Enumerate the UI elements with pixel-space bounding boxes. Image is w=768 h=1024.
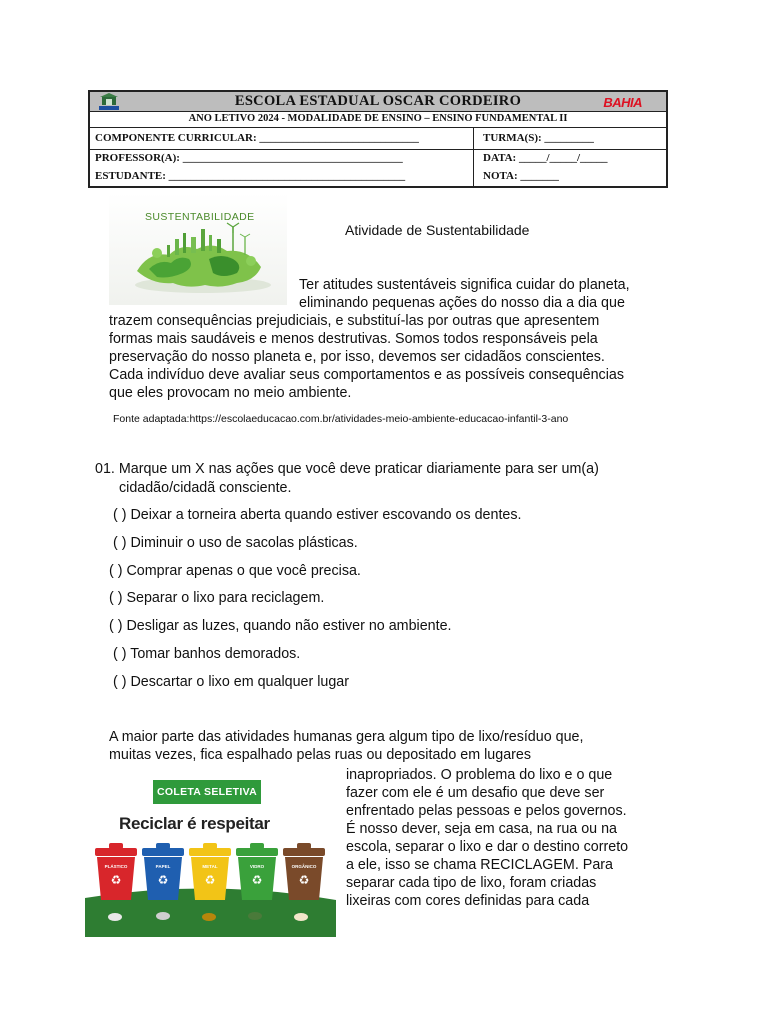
option-item[interactable]: ( ) Separar o lixo para reciclagem. (109, 590, 325, 606)
class-field[interactable]: TURMA(S): _________ (483, 132, 594, 144)
school-name: ESCOLA ESTADUAL OSCAR CORDEIRO (234, 93, 522, 109)
recycle-icon: ♻ (251, 873, 263, 887)
paragraph-line: que eles provocam no meio ambiente. (109, 385, 352, 401)
bin-lid (189, 848, 231, 856)
date-field[interactable]: DATA: _____/_____/_____ (483, 152, 608, 164)
bin-lid (95, 848, 137, 856)
grade-field[interactable]: NOTA: _______ (483, 170, 559, 182)
option-item[interactable]: ( ) Descartar o lixo em qualquer lugar (113, 674, 349, 690)
recycle-icon: ♻ (157, 873, 169, 887)
waste-item (202, 913, 216, 921)
paragraph-line: inapropriados. O problema do lixo e o que (346, 767, 613, 783)
recycling-bins-illustration (85, 770, 336, 937)
option-item[interactable]: ( ) Deixar a torneira aberta quando estiver escovando os dentes. (113, 507, 522, 523)
option-item[interactable]: ( ) Desligar as luzes, quando não estiver no ambiente. (109, 618, 452, 634)
recycling-bin (283, 843, 325, 900)
intro-paragraph-right (299, 276, 659, 312)
header-year-row (90, 112, 666, 128)
option-item[interactable]: ( ) Tomar banhos demorados. (113, 646, 301, 662)
paragraph-line: enfrentado pelas pessoas e pelos governos. (346, 803, 627, 819)
header-divider (473, 128, 474, 188)
recycle-icon: ♻ (298, 873, 310, 887)
bin-lid (283, 848, 325, 856)
sustainability-image (109, 193, 287, 305)
bin-lid (142, 848, 184, 856)
recycling-bin (236, 843, 278, 900)
paragraph-line: separar cada tipo de lixo, foram criadas (346, 875, 597, 891)
recycle-icon: ♻ (110, 873, 122, 887)
green-globe-icon (109, 193, 287, 305)
paragraph-line: a ele, isso se chama RECICLAGEM. Para (346, 857, 613, 873)
paragraph-line: fazer com ele é um desafio que deve ser (346, 785, 605, 801)
bin-lid (236, 848, 278, 856)
header-component-row (90, 128, 666, 150)
student-field[interactable]: ESTUDANTE: ___________________________________________ (95, 170, 406, 182)
bahia-logo (603, 95, 642, 110)
recycling-headline: Reciclar é respeitar (119, 814, 270, 833)
option-item[interactable]: ( ) Diminuir o uso de sacolas plásticas. (113, 535, 358, 551)
recycling-bin (142, 843, 184, 900)
bin-label: METAL (202, 864, 218, 869)
paragraph-line: Cada indivíduo deve avaliar seus comportamentos e as possíveis consequências (109, 367, 624, 383)
paragraph-line: formas mais saudáveis e menos destrutivas. Somos todos responsáveis pela (109, 331, 598, 347)
paragraph-line: trazem consequências prejudiciais, e substituí-las por outras que apresentem (109, 313, 600, 329)
component-field[interactable]: COMPONENTE CURRICULAR: _____________________________ (95, 132, 419, 144)
waste-item (248, 912, 262, 920)
bin-label: ORGÂNICO (291, 864, 317, 869)
waste-item (108, 913, 122, 921)
school-header-table (88, 90, 668, 188)
question-text-continued: cidadão/cidadã consciente. (119, 480, 292, 496)
question-01 (95, 460, 599, 498)
academic-year-line: ANO LETIVO 2024 - MODALIDADE DE ENSINO – ENSINO FUNDAMENTAL II (188, 113, 568, 124)
recycling-bin (189, 843, 231, 900)
recycling-bin (95, 843, 137, 900)
waste-item (294, 913, 308, 921)
source-citation: Fonte adaptada:https://escolaeducacao.com.br/atividades-meio-ambiente-educacao-infantil-3-ano (113, 413, 569, 425)
waste-paragraph-full (109, 728, 658, 764)
paragraph-line: escola, separar o lixo e dar o destino correto (346, 839, 629, 855)
sustainability-image-label: SUSTENTABILIDADE (145, 211, 255, 223)
selective-collection-banner: COLETA SELETIVA (153, 780, 261, 804)
bin-label: PLÁSTICO (104, 864, 128, 869)
paragraph-line: É nosso dever, seja em casa, na rua ou na (346, 821, 618, 837)
paragraph-line: eliminando pequenas ações do nosso dia a dia que (299, 295, 625, 311)
header-teacher-student-row (90, 150, 666, 188)
question-text: 01. Marque um X nas ações que você deve praticar diariamente para ser um(a) (95, 461, 599, 477)
paragraph-line: preservação do nosso planeta e, por isso, devemos ser cidadãos conscientes. (109, 349, 605, 365)
recycling-image (85, 770, 336, 937)
bahia-logo-text: BAHIA (603, 95, 642, 110)
teacher-field[interactable]: PROFESSOR(A): ________________________________________ (95, 152, 403, 164)
paragraph-line: A maior parte das atividades humanas gera algum tipo de lixo/resíduo que, (109, 729, 584, 745)
paragraph-line: Ter atitudes sustentáveis significa cuidar do planeta, (299, 277, 630, 293)
bin-label: VIDRO (249, 864, 265, 869)
option-item[interactable]: ( ) Comprar apenas o que você precisa. (109, 563, 361, 579)
header-title-row (90, 92, 666, 112)
waste-paragraph-right (346, 766, 658, 910)
bin-label: PAPEL (155, 864, 171, 869)
recycle-icon: ♻ (204, 873, 216, 887)
activity-title: Atividade de Sustentabilidade (345, 222, 530, 238)
intro-paragraph-full (109, 312, 659, 402)
waste-item (156, 912, 170, 920)
paragraph-line: lixeiras com cores definidas para cada (346, 893, 590, 909)
paragraph-line: muitas vezes, fica espalhado pelas ruas ou depositado em lugares (109, 747, 532, 763)
